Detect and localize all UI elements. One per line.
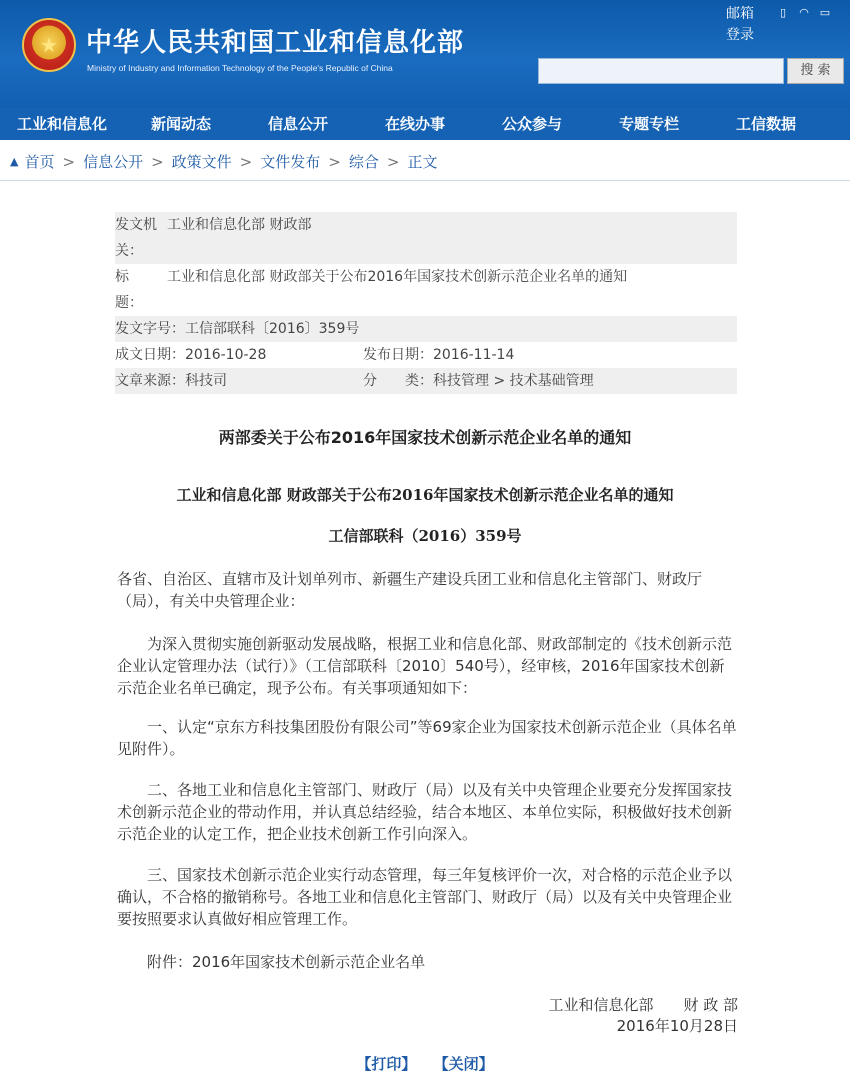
tablet-icon[interactable]: ▭	[819, 6, 831, 19]
breadcrumb-separator: >	[386, 152, 400, 171]
top-links	[726, 4, 754, 46]
nav-item-participation[interactable]: 公众参与	[502, 115, 563, 133]
doc-no-value: 工信部联科〔2016〕359号	[185, 321, 360, 337]
article-salutation: 各省、自治区、直辖市及计划单列市、新疆生产建设兵团工业和信息化主管部门、财政厅（局），有关中央管理企业：	[117, 570, 703, 610]
close-button[interactable]: 【关闭】	[433, 1055, 494, 1073]
published-value: 2016-11-14	[433, 347, 515, 363]
nav-item-topics[interactable]: 专题专栏	[619, 115, 680, 133]
breadcrumb-separator: >	[62, 152, 76, 171]
article-actions	[0, 1053, 850, 1074]
created-value: 2016-10-28	[185, 347, 267, 363]
main-nav	[0, 108, 850, 140]
category	[363, 368, 594, 394]
issuer-value: 工业和信息化部 财政部	[167, 217, 312, 233]
breadcrumb-separator: >	[328, 152, 341, 171]
breadcrumb-disclosure[interactable]: 信息公开	[83, 153, 144, 171]
breadcrumb-current: 正文	[407, 153, 438, 171]
search-button[interactable]: 搜 索	[787, 58, 844, 84]
article-subheading: 工业和信息化部 财政部关于公布2016年国家技术创新示范企业名单的通知	[176, 486, 674, 504]
category-label: 分 类：	[363, 373, 433, 389]
title-label: 标 题：	[115, 269, 157, 311]
article-doc-number: 工信部联科（2016）359号	[328, 527, 522, 545]
breadcrumb-separator: >	[239, 152, 253, 171]
article-paragraph-2: 一、认定“京东方科技集团股份有限公司”等69家企业为国家技术创新示范企业（具体名单见附件）。	[117, 718, 737, 758]
article-attachment[interactable]: 附件：2016年国家技术创新示范企业名单	[147, 953, 426, 971]
meta-row-title	[115, 264, 737, 316]
breadcrumb-separator: >	[151, 152, 164, 171]
mail-link[interactable]: 邮箱	[726, 6, 754, 22]
nav-item-data[interactable]: 工信数据	[736, 115, 797, 133]
national-emblem-icon: ★	[22, 18, 76, 72]
article-date: 2016年10月28日	[616, 1017, 738, 1035]
meta-row-dates	[115, 342, 737, 368]
breadcrumb	[10, 151, 437, 172]
mobile-icon[interactable]: ▯	[779, 6, 787, 19]
source-value: 科技司	[185, 373, 227, 389]
category-value: 科技管理 > 技术基础管理	[433, 373, 594, 389]
login-link[interactable]: 登录	[726, 27, 754, 43]
breadcrumb-general[interactable]: 综合	[348, 153, 379, 171]
top-icons	[776, 6, 832, 20]
search-input[interactable]	[538, 58, 784, 84]
rss-icon[interactable]: ◠	[799, 6, 809, 19]
article-paragraph-3: 二、各地工业和信息化主管部门、财政厅（局）以及有关中央管理企业要充分发挥国家技术创新示范企业的带动作用，并认真总结经验，结合本地区、本单位实际，积极做好技术创新示范企业的认定工作，把企业技术创新工作引向深入。	[117, 781, 733, 843]
home-icon: ▲	[10, 155, 19, 168]
site-title[interactable]: 中华人民共和国工业和信息化部	[86, 28, 465, 58]
print-button[interactable]: 【打印】	[356, 1055, 417, 1073]
created-label: 成文日期：	[115, 347, 185, 363]
published-date	[363, 342, 514, 368]
nav-item-news[interactable]: 新闻动态	[151, 115, 212, 133]
site-subtitle: Ministry of Industry and Information Technology of the People's Republic of China	[87, 63, 393, 73]
nav-item-disclosure[interactable]: 信息公开	[268, 115, 329, 133]
issuer-label: 发文机关：	[115, 217, 157, 259]
meta-row-doc-no	[115, 316, 737, 342]
nav-item-industry[interactable]: 工业和信息化	[17, 115, 108, 133]
meta-row-source	[115, 368, 737, 394]
article-signers: 工业和信息化部 财 政 部	[548, 996, 738, 1014]
title-value: 工业和信息化部 财政部关于公布2016年国家技术创新示范企业名单的通知	[167, 269, 628, 285]
doc-no-label: 发文字号：	[115, 321, 185, 337]
article-paragraph-1: 为深入贯彻实施创新驱动发展战略，根据工业和信息化部、财政部制定的《技术创新示范企业认定管理办法（试行）》（工信部联科〔2010〕540号），经审核，2016年国家技术创新示范企业名单已确定，现予公布。有关事项通知如下：	[117, 635, 733, 697]
source	[115, 368, 363, 394]
divider	[0, 180, 850, 181]
breadcrumb-home[interactable]: 首页	[24, 153, 55, 171]
article-heading: 两部委关于公布2016年国家技术创新示范企业名单的通知	[218, 428, 632, 447]
nav-item-online-service[interactable]: 在线办事	[385, 115, 446, 133]
document-meta-table	[115, 212, 737, 394]
breadcrumb-policy[interactable]: 政策文件	[171, 153, 232, 171]
site-header	[0, 0, 850, 108]
meta-row-issuer	[115, 212, 737, 264]
created-date	[115, 342, 363, 368]
breadcrumb-release[interactable]: 文件发布	[260, 153, 321, 171]
article-paragraph-4: 三、国家技术创新示范企业实行动态管理，每三年复核评价一次，对合格的示范企业予以确认，不合格的撤销称号。各地工业和信息化主管部门、财政厅（局）以及有关中央管理企业要按照要求认真做好相应管理工作。	[117, 866, 733, 928]
source-label: 文章来源：	[115, 373, 185, 389]
published-label: 发布日期：	[363, 347, 433, 363]
